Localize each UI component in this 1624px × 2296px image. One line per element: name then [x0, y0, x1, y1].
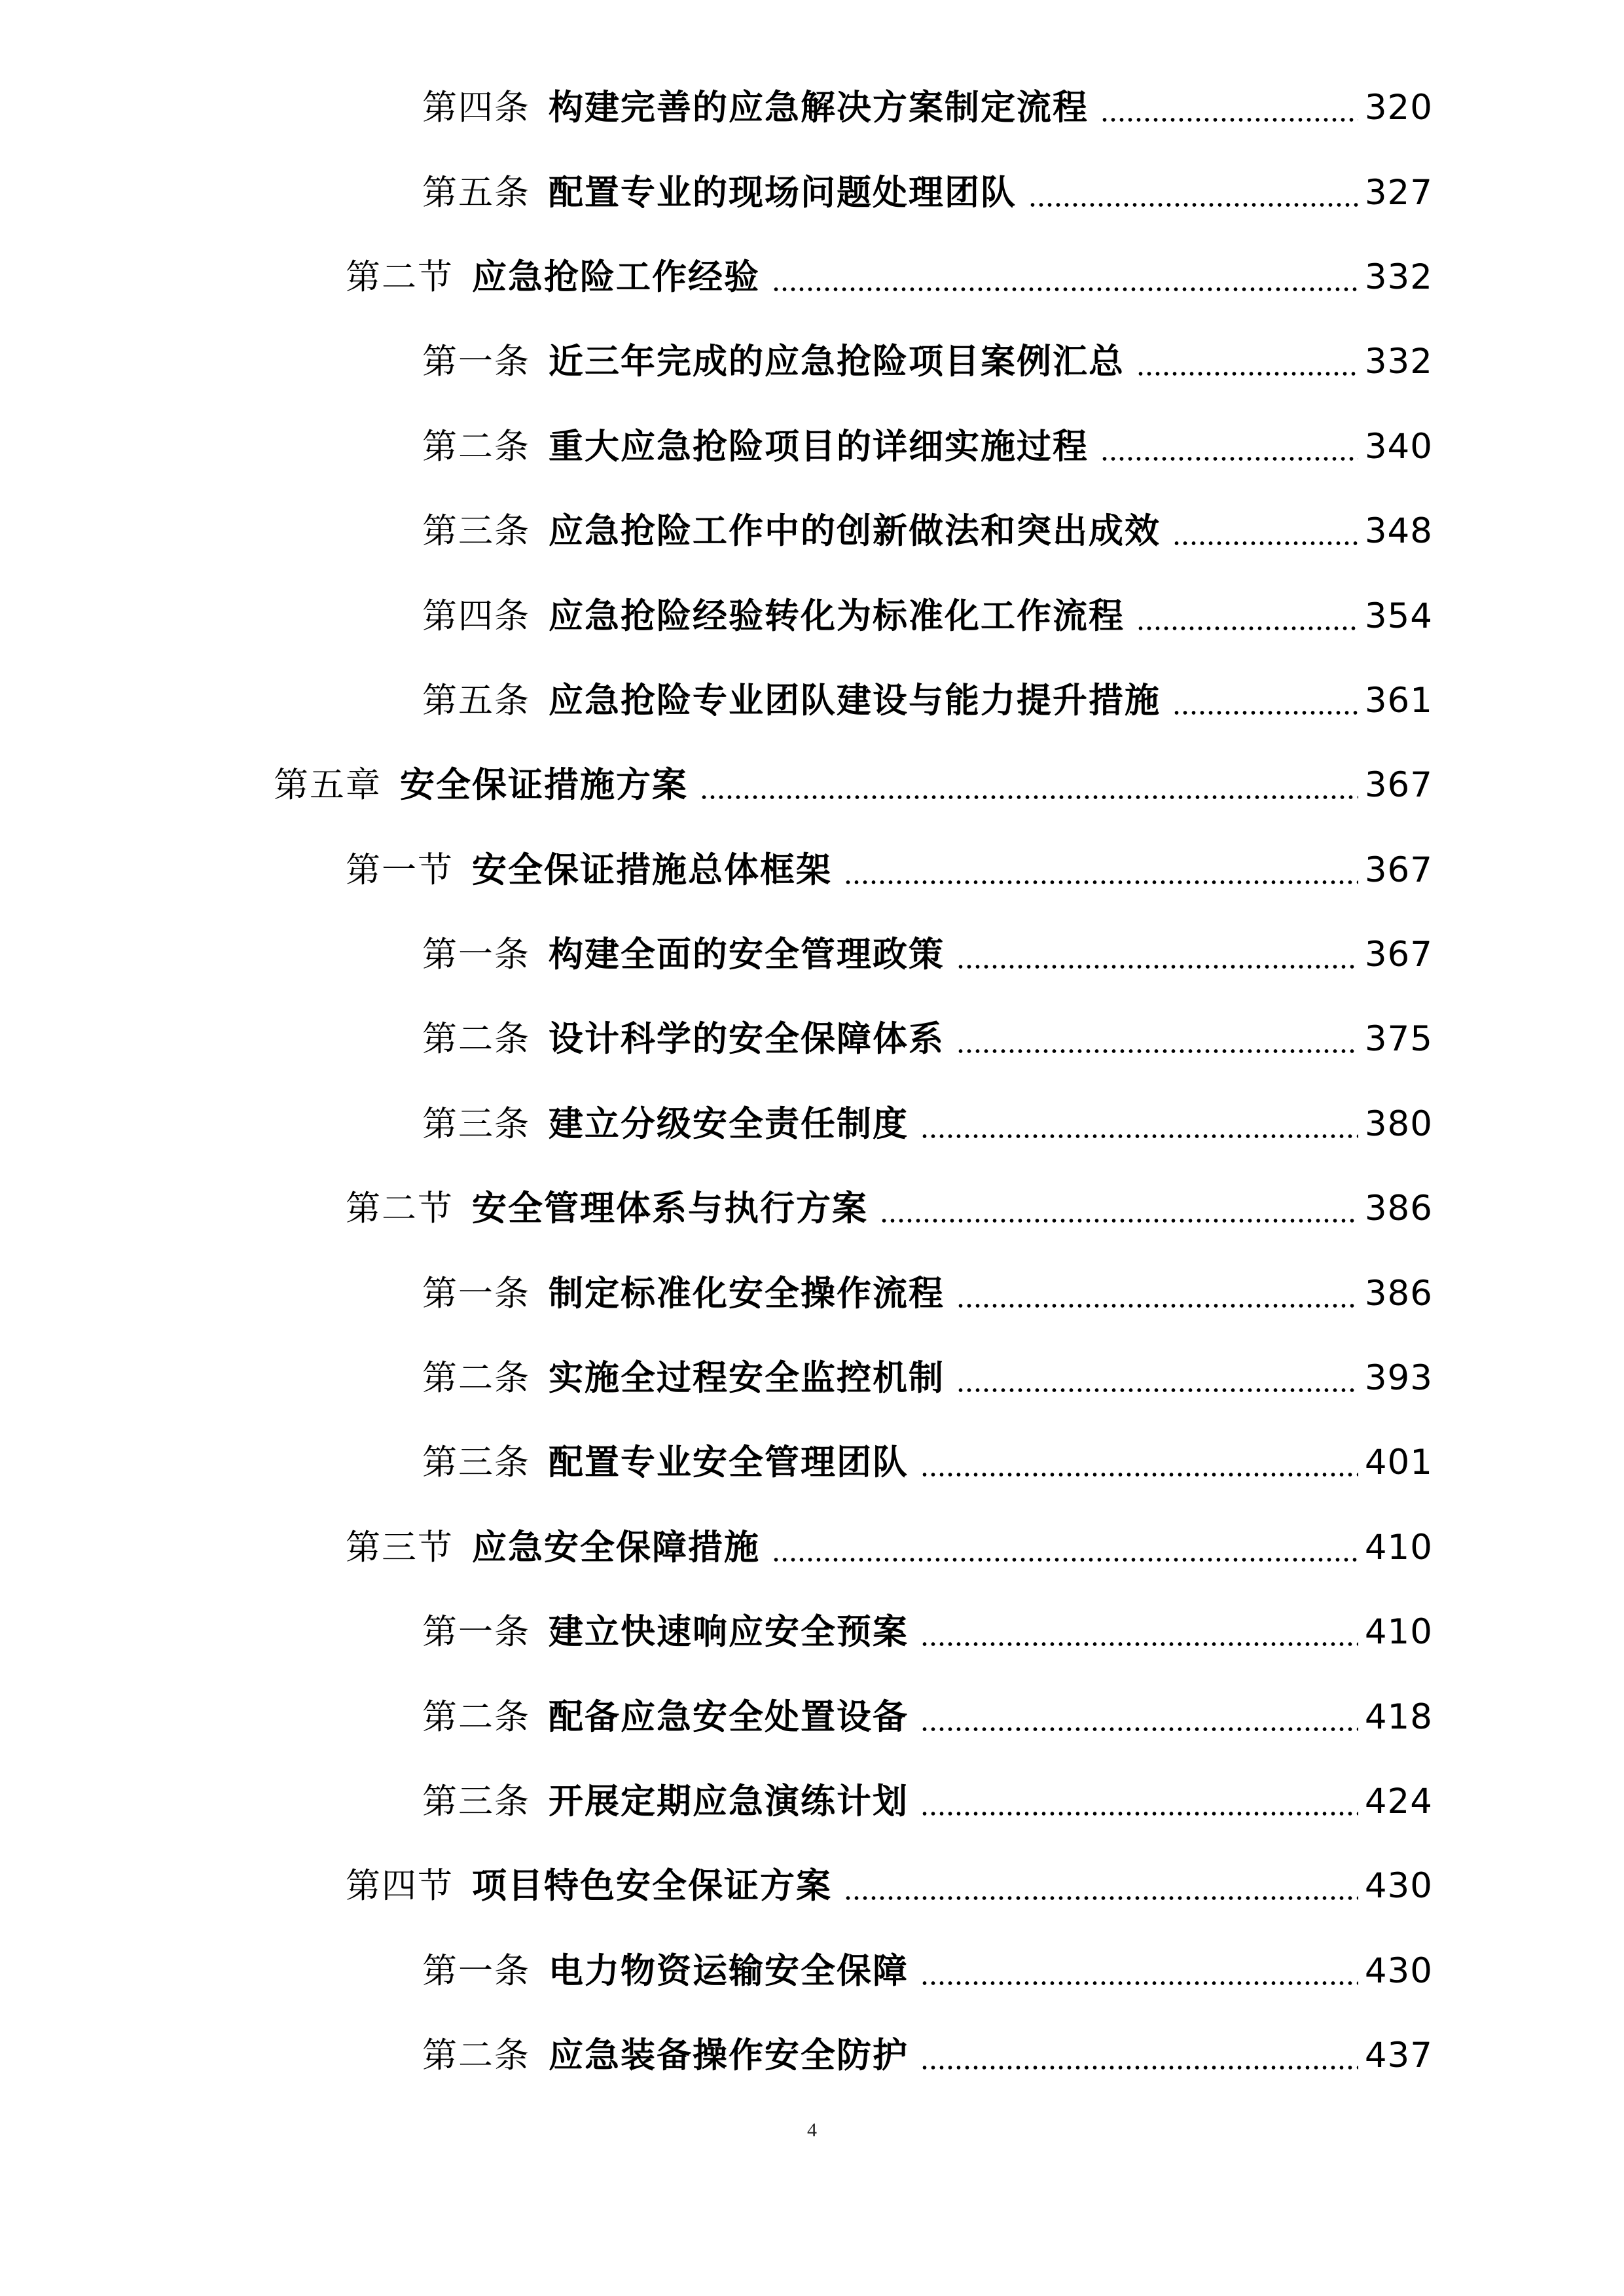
- toc-entry-number: 第二条: [422, 1696, 530, 1737]
- table-of-contents: [0, 65, 1624, 2098]
- toc-entry-title: 建立分级安全责任制度: [549, 1103, 909, 1144]
- toc-entry-title: 设计科学的安全保障体系: [549, 1019, 945, 1060]
- toc-entry-title: 配置专业安全管理团队: [549, 1443, 909, 1483]
- dot-leader: [920, 1784, 1358, 1819]
- toc-entry-article[interactable]: [0, 1674, 1624, 1759]
- toc-entry-article[interactable]: [0, 1420, 1624, 1505]
- dot-leader: [920, 2038, 1358, 2073]
- toc-entry-chapter[interactable]: [0, 743, 1624, 827]
- toc-entry-number: 第五条: [422, 680, 530, 721]
- toc-entry-number: 第一条: [422, 1950, 530, 1991]
- dot-leader: [844, 853, 1358, 888]
- toc-entry-title: 项目特色安全保证方案: [472, 1866, 832, 1907]
- dot-leader: [920, 1954, 1358, 1988]
- toc-entry-article[interactable]: [0, 997, 1624, 1081]
- toc-entry-page-number: 386: [1364, 1273, 1433, 1314]
- dot-leader: [844, 1869, 1358, 1903]
- page-number-footer: 4: [807, 2119, 817, 2141]
- toc-entry-article[interactable]: [0, 658, 1624, 743]
- toc-entry-number: 第一节: [346, 850, 454, 890]
- dot-leader: [880, 1191, 1358, 1226]
- dot-leader: [956, 1022, 1358, 1056]
- toc-entry-number: 第四条: [422, 596, 530, 636]
- toc-entry-title: 近三年完成的应急抢险项目案例汇总: [549, 342, 1125, 382]
- toc-entry-number: 第四节: [346, 1866, 454, 1907]
- toc-entry-article[interactable]: [0, 1082, 1624, 1166]
- toc-entry-title: 应急装备操作安全防护: [549, 2036, 909, 2076]
- toc-entry-number: 第五章: [274, 765, 382, 806]
- toc-entry-title: 应急抢险专业团队建设与能力提升措施: [549, 680, 1161, 721]
- toc-entry-page-number: 367: [1364, 850, 1433, 890]
- toc-entry-number: 第一条: [422, 1612, 530, 1653]
- toc-entry-article[interactable]: [0, 1759, 1624, 1844]
- dot-leader: [1172, 683, 1358, 718]
- toc-entry-page-number: 410: [1364, 1527, 1433, 1568]
- toc-entry-page-number: 367: [1364, 935, 1433, 975]
- toc-entry-section[interactable]: [0, 1505, 1624, 1590]
- toc-entry-page-number: 332: [1364, 257, 1433, 297]
- dot-leader: [772, 1530, 1358, 1565]
- toc-entry-article[interactable]: [0, 489, 1624, 573]
- toc-entry-title: 建立快速响应安全预案: [549, 1612, 909, 1653]
- toc-entry-page-number: 340: [1364, 426, 1433, 467]
- toc-entry-article[interactable]: [0, 150, 1624, 234]
- toc-entry-number: 第二节: [346, 1189, 454, 1229]
- toc-entry-number: 第一条: [422, 1273, 530, 1314]
- toc-entry-page-number: 437: [1364, 2036, 1433, 2076]
- toc-entry-page-number: 430: [1364, 1950, 1433, 1991]
- dot-leader: [956, 1276, 1358, 1311]
- dot-leader: [1100, 429, 1358, 464]
- toc-entry-title: 应急抢险工作中的创新做法和突出成效: [549, 511, 1161, 552]
- toc-entry-article[interactable]: [0, 319, 1624, 404]
- toc-entry-page-number: 367: [1364, 765, 1433, 806]
- dot-leader: [920, 1445, 1358, 1480]
- toc-entry-page-number: 327: [1364, 172, 1433, 213]
- toc-entry-title: 配置专业的现场问题处理团队: [549, 172, 1017, 213]
- toc-entry-page-number: 401: [1364, 1443, 1433, 1483]
- toc-entry-page-number: 393: [1364, 1358, 1433, 1399]
- toc-entry-number: 第三节: [346, 1527, 454, 1568]
- toc-entry-section[interactable]: [0, 1844, 1624, 1928]
- toc-entry-page-number: 332: [1364, 342, 1433, 382]
- toc-entry-title: 安全管理体系与执行方案: [472, 1189, 868, 1229]
- toc-entry-page-number: 424: [1364, 1782, 1433, 1821]
- toc-entry-title: 开展定期应急演练计划: [549, 1782, 909, 1821]
- toc-entry-number: 第三条: [422, 1103, 530, 1144]
- toc-entry-title: 安全保证措施总体框架: [472, 850, 832, 890]
- toc-entry-title: 实施全过程安全监控机制: [549, 1358, 945, 1399]
- toc-entry-page-number: 430: [1364, 1866, 1433, 1907]
- toc-entry-number: 第一条: [422, 935, 530, 975]
- toc-entry-title: 配备应急安全处置设备: [549, 1696, 909, 1737]
- toc-entry-title: 制定标准化安全操作流程: [549, 1273, 945, 1314]
- dot-leader: [1100, 90, 1358, 125]
- toc-entry-page-number: 361: [1364, 680, 1433, 721]
- dot-leader: [1172, 514, 1358, 548]
- dot-leader: [920, 1700, 1358, 1734]
- dot-leader: [1028, 175, 1358, 210]
- toc-entry-page-number: 410: [1364, 1612, 1433, 1653]
- toc-entry-number: 第三条: [422, 511, 530, 552]
- toc-entry-article[interactable]: [0, 573, 1624, 658]
- toc-entry-page-number: 380: [1364, 1103, 1433, 1144]
- toc-entry-number: 第二条: [422, 2036, 530, 2076]
- toc-entry-number: 第二条: [422, 1358, 530, 1399]
- dot-leader: [1136, 344, 1358, 379]
- toc-entry-number: 第二节: [346, 257, 454, 297]
- toc-entry-number: 第二条: [422, 1019, 530, 1060]
- dot-leader: [920, 1615, 1358, 1649]
- toc-entry-title: 应急安全保障措施: [472, 1527, 760, 1568]
- toc-entry-page-number: 418: [1364, 1696, 1433, 1737]
- toc-entry-title: 应急抢险经验转化为标准化工作流程: [549, 596, 1125, 636]
- toc-entry-page-number: 354: [1364, 596, 1433, 636]
- toc-entry-page-number: 386: [1364, 1189, 1433, 1229]
- toc-entry-article[interactable]: [0, 1251, 1624, 1335]
- toc-entry-article[interactable]: [0, 1336, 1624, 1420]
- dot-leader: [956, 1361, 1358, 1395]
- dot-leader: [956, 937, 1358, 972]
- toc-entry-section[interactable]: [0, 1166, 1624, 1251]
- toc-entry-number: 第二条: [422, 426, 530, 467]
- toc-entry-section[interactable]: [0, 828, 1624, 912]
- toc-entry-title: 构建全面的安全管理政策: [549, 935, 945, 975]
- toc-entry-article[interactable]: [0, 1590, 1624, 1674]
- toc-entry-number: 第三条: [422, 1443, 530, 1483]
- toc-entry-title: 重大应急抢险项目的详细实施过程: [549, 426, 1089, 467]
- dot-leader: [772, 260, 1358, 295]
- toc-entry-article[interactable]: [0, 65, 1624, 150]
- toc-entry-page-number: 375: [1364, 1019, 1433, 1060]
- toc-entry-number: 第四条: [422, 88, 530, 128]
- dot-leader: [1136, 599, 1358, 634]
- dot-leader: [920, 1107, 1358, 1141]
- toc-entry-article[interactable]: [0, 912, 1624, 997]
- toc-entry-number: 第一条: [422, 342, 530, 382]
- toc-entry-section[interactable]: [0, 235, 1624, 319]
- toc-entry-title: 应急抢险工作经验: [472, 257, 760, 297]
- toc-entry-page-number: 320: [1364, 88, 1433, 128]
- toc-entry-article[interactable]: [0, 404, 1624, 489]
- toc-entry-number: 第五条: [422, 172, 530, 213]
- toc-entry-title: 电力物资运输安全保障: [549, 1950, 909, 1991]
- toc-entry-article[interactable]: [0, 2013, 1624, 2098]
- toc-entry-title: 构建完善的应急解决方案制定流程: [549, 88, 1089, 128]
- toc-entry-title: 安全保证措施方案: [400, 765, 688, 806]
- toc-entry-number: 第三条: [422, 1782, 530, 1821]
- toc-entry-page-number: 348: [1364, 511, 1433, 552]
- toc-entry-article[interactable]: [0, 1929, 1624, 2013]
- dot-leader: [700, 768, 1358, 802]
